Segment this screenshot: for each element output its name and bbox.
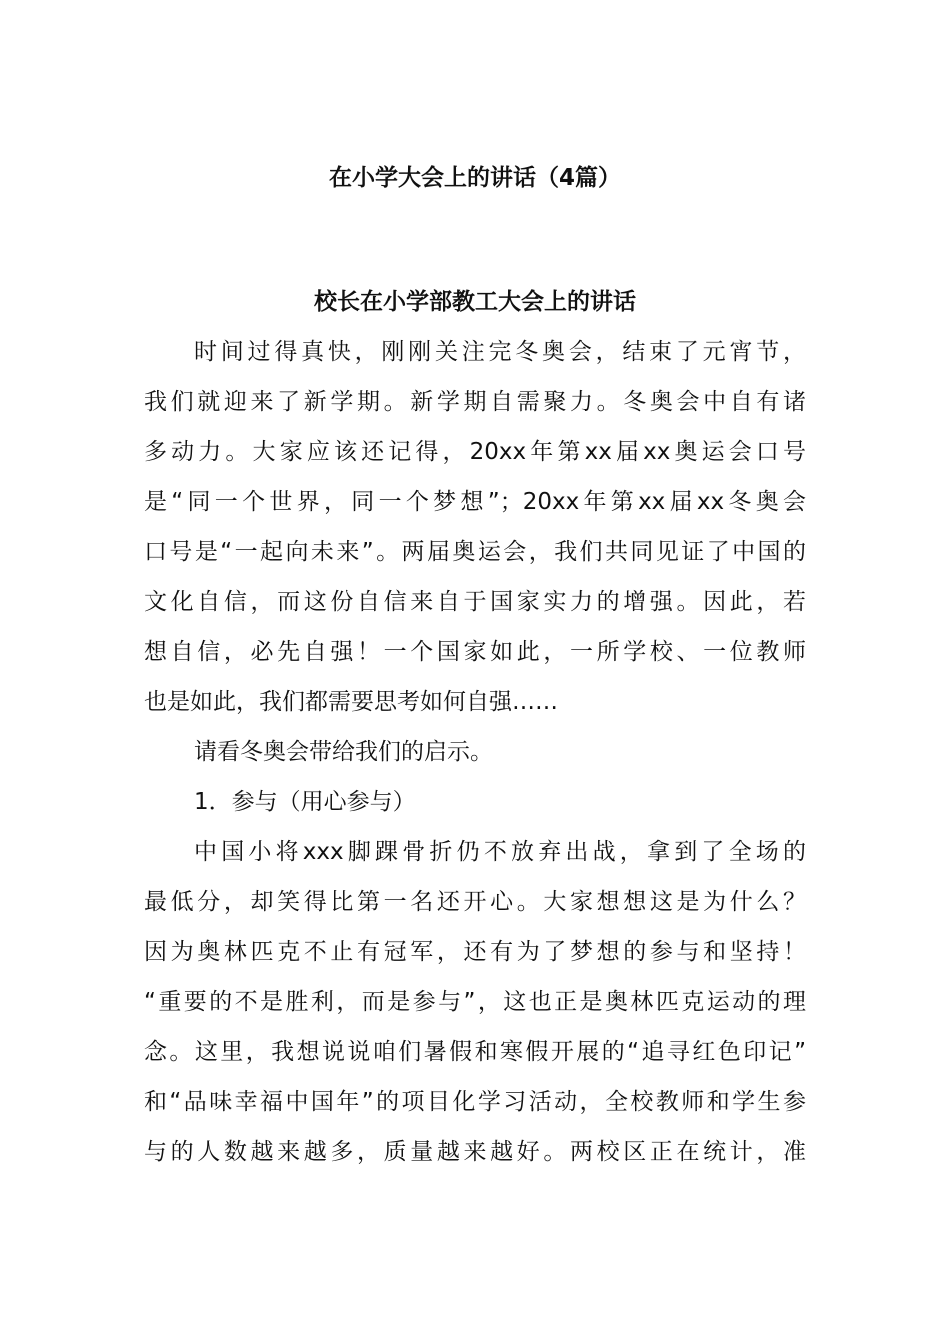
list-heading: 1．参与（用心参与） bbox=[194, 789, 416, 815]
paragraph-line: 请看冬奥会带给我们的启示。 bbox=[194, 739, 493, 765]
paragraph-line: 念。这里，我想说说咱们暑假和寒假开展的“追寻红色印记” bbox=[144, 1039, 806, 1065]
paragraph-line: 最低分，却笑得比第一名还开心。大家想想这是为什么？ bbox=[144, 889, 806, 915]
paragraph-line: 中国小将xxx脚踝骨折仍不放弃出战，拿到了全场的 bbox=[194, 839, 806, 865]
paragraph-line: “重要的不是胜利，而是参与”，这也正是奥林匹克运动的理 bbox=[144, 989, 806, 1015]
paragraph-line: 也是如此，我们都需要思考如何自强…… bbox=[144, 689, 558, 715]
paragraph-line: 多动力。大家应该还记得，20xx年第xx届xx奥运会口号 bbox=[144, 439, 806, 465]
paragraph-line: 和“品味幸福中国年”的项目化学习活动，全校教师和学生参 bbox=[144, 1089, 806, 1115]
paragraph-line: 是“同一个世界，同一个梦想”；20xx年第xx届xx冬奥会 bbox=[144, 489, 806, 515]
paragraph-line: 因为奥林匹克不止有冠军，还有为了梦想的参与和坚持！ bbox=[144, 939, 806, 965]
paragraph-line: 时间过得真快，刚刚关注完冬奥会，结束了元宵节， bbox=[194, 339, 806, 365]
section-title: 校长在小学部教工大会上的讲话 bbox=[314, 289, 636, 315]
document-title: 在小学大会上的讲话（4篇） bbox=[328, 165, 621, 191]
body-text bbox=[144, 327, 806, 1177]
paragraph-line: 与的人数越来越多，质量越来越好。两校区正在统计，准 bbox=[144, 1139, 806, 1165]
paragraph-line: 我们就迎来了新学期。新学期自需聚力。冬奥会中自有诸 bbox=[144, 389, 806, 415]
paragraph-line: 口号是“一起向未来”。两届奥运会，我们共同见证了中国的 bbox=[144, 539, 806, 565]
paragraph-line: 想自信，必先自强！一个国家如此，一所学校、一位教师 bbox=[144, 639, 806, 665]
paragraph-line: 文化自信，而这份自信来自于国家实力的增强。因此，若 bbox=[144, 589, 806, 615]
